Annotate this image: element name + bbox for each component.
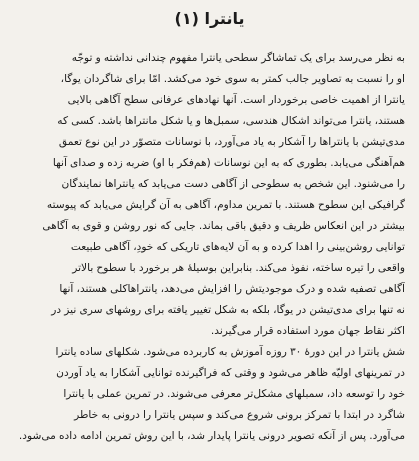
paragraph-1 <box>14 48 405 342</box>
paragraph-line: واقعی را تیره ساخته، نفوذ می‌کند. بنابراین بوسیلهٔ هر برخورد با سطوح بالاتر <box>72 262 405 274</box>
paragraph-line: می‌آورد. پس از آنکه تصویر درونی یانترا پایدار شد، با این روش تمرین ادامه داده می‌شود. <box>18 430 405 442</box>
paragraph-line: آگاهی تصفیه شده و درک موجودیتش را افزایش می‌دهد، یانتراهاکلی هستند، آنها <box>59 283 405 295</box>
paragraph-line: شش یانترا در این دورهٔ ۳۰ روزه آموزش به کاربرده می‌شود. شکلهای ساده یانترا <box>55 346 405 358</box>
paragraph-line: گرافیکی این سطوح هستند. با تمرین مداوم، آگاهی به آن گرایش می‌یابد که پیوسته <box>46 199 405 211</box>
paragraph-line: مدی‌تیشن با یانتراها را آشکار به یاد می‌آورد، با نوسانات متصوّر در این نوع تعمق <box>58 136 405 148</box>
paragraph-line: او را نسبت به تصاویر جالب کمتر به سوی خود می‌کشد. امّا برای شاگردان یوگا، <box>60 73 405 85</box>
paragraph-line: خود را توسعه داد، سمبلهای مشکل‌تر معرفی می‌شوند. در تمرین عملی با یانترا <box>63 388 405 400</box>
page-title: یانترا (۱) <box>174 9 245 28</box>
paragraph-line: هستند، یانترا می‌تواند اشکال هندسی، سمبل‌ها و یا شکل مانترا‌ها باشد. کسی که <box>57 115 405 127</box>
paragraph-line: شاگرد در ابتدا با تمرکز برونی شروع می‌کند و سپس یانترا را درونی به خاطر <box>74 409 405 421</box>
paragraph-line: بیشتر در این انعکاس ظریف و دقیق باقی بماند. جایی که نور روشن و قوی به آگاهی <box>42 220 405 232</box>
paragraph-line: هم‌آهنگی می‌یابد. بطوری که به این نوسانات (هم‌فکر با او) ضربه زده و صدای آنها <box>52 157 405 169</box>
paragraph-line: را می‌شنود. این شخص به سطوحی از آگاهی دست می‌یابد که یانتراها نمایندگان <box>61 178 405 190</box>
paragraph-line: توانایی روشن‌بینی را اهدا کرده و به آن لایه‌های تاریکی که خودِ، آگاهی طبیعت <box>70 241 405 253</box>
paragraph-line: یانترا از اهمیت خاصی برخوردار است. آنها نهادهای عرفانی سطح آگاهی بالایی <box>67 94 405 106</box>
paragraph-line: نه تنها برای مدی‌تیشن در یوگا، بلکه به شکل تغییر یافته برای روشهای سری نیز در <box>51 304 405 316</box>
paragraph-line: به نظر می‌رسد برای یک تماشاگر سطحی یانترا مفهوم چندانی نداشته و توجّه <box>71 52 405 64</box>
paragraph-2 <box>14 342 405 447</box>
paragraph-line: اکثر نقاط جهان مورد استفاده قرار می‌گیرند. <box>210 325 405 337</box>
paragraph-line: در تمرینهای اولیّه ظاهر می‌شود و وقتی که فراگیرنده توانایی آشکارا به یاد آوردن <box>56 367 405 379</box>
